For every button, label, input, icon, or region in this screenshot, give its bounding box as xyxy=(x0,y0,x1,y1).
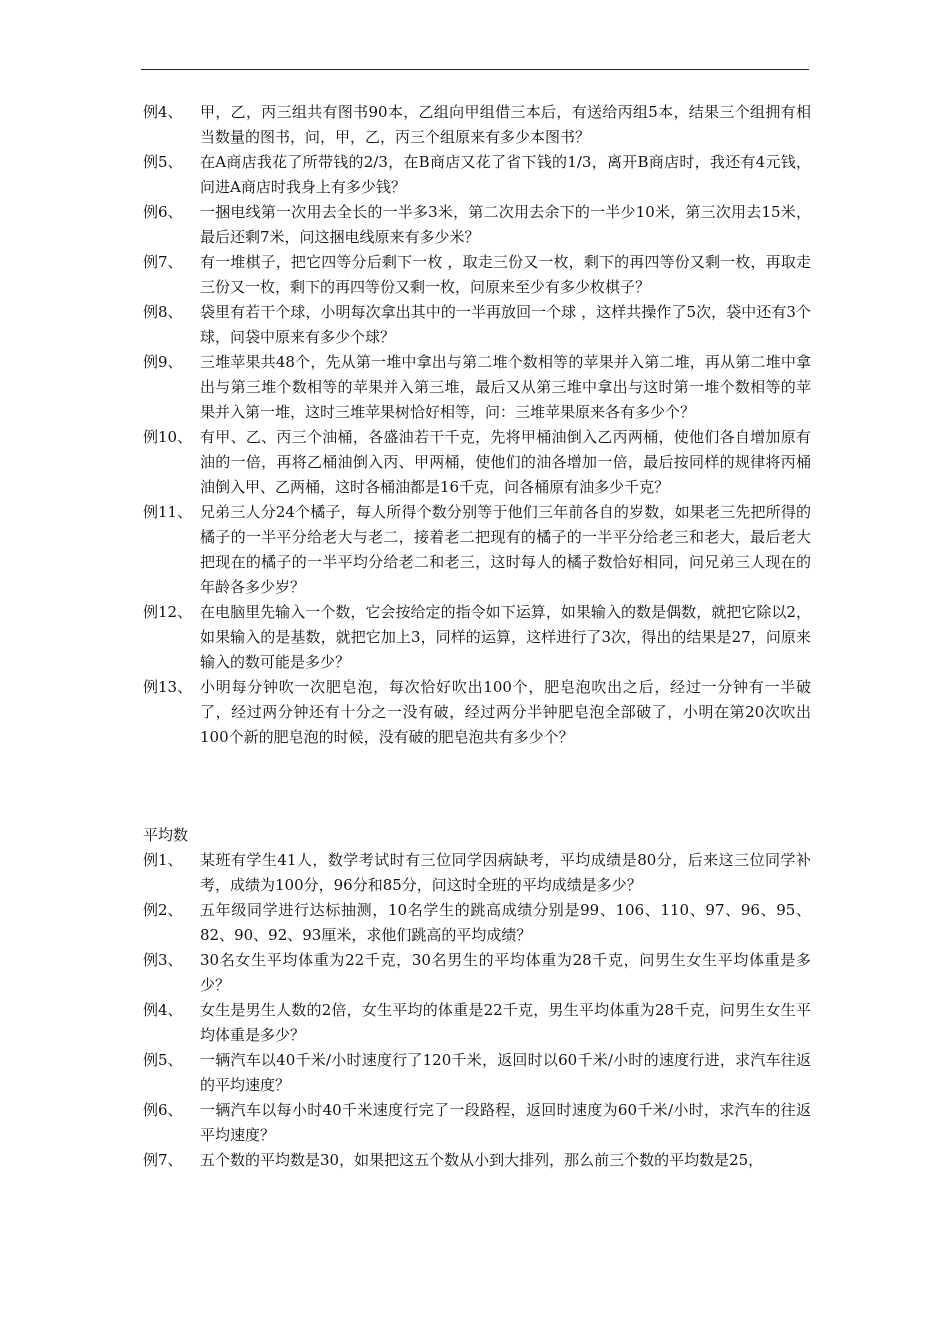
problem-text: 五年级同学进行达标抽测，10名学生的跳高成绩分别是99、106、110、97、96、95、82、90、92、93厘米，求他们跳高的平均成绩？ xyxy=(200,901,811,944)
problem-label: 例6、 xyxy=(143,203,183,221)
problem-label: 例4、 xyxy=(143,1001,183,1019)
problem-label: 例5、 xyxy=(143,1051,183,1069)
problem-label: 例13、 xyxy=(143,678,193,696)
problem-label: 例5、 xyxy=(143,153,183,171)
problem-item xyxy=(143,100,811,150)
problem-item xyxy=(143,1148,811,1173)
problem-label: 例1、 xyxy=(143,851,183,869)
problem-list-part2 xyxy=(143,848,811,1173)
problem-text: 兄弟三人分24个橘子，每人所得个数分别等于他们三年前各自的岁数，如果老三先把所得的橘子的一半平分给老大与老二，接着老二把现有的橘子的一半平分给老三和老大，最后老大把现在的橘子的一半平均分给老二和老三，这时每人的橘子数恰好相同，问兄弟三人现在的年龄各多少岁？ xyxy=(200,503,811,596)
problem-item xyxy=(143,150,811,200)
problem-item xyxy=(143,675,811,750)
problem-item xyxy=(143,1048,811,1098)
problem-text: 有一堆棋子，把它四等分后剩下一枚 ，取走三份又一枚，剩下的再四等份又剩一枚，再取走三份又一枚，剩下的再四等份又剩一枚，问原来至少有多少枚棋子？ xyxy=(200,253,811,296)
problem-list-part1 xyxy=(143,100,811,750)
problem-label: 例6、 xyxy=(143,1101,183,1119)
problem-label: 例12、 xyxy=(143,603,193,621)
problem-item xyxy=(143,200,811,250)
problem-text: 一辆汽车以每小时40千米速度行完了一段路程，返回时速度为60千米/小时，求汽车的往返平均速度？ xyxy=(200,1101,811,1144)
problem-item xyxy=(143,600,811,675)
problem-text: 某班有学生41人，数学考试时有三位同学因病缺考，平均成绩是80分，后来这三位同学补考，成绩为100分，96分和85分，问这时全班的平均成绩是多少？ xyxy=(200,851,811,894)
problem-item xyxy=(143,300,811,350)
problem-item xyxy=(143,425,811,500)
problem-text: 30名女生平均体重为22千克，30名男生的平均体重为28千克，问男生女生平均体重是多少？ xyxy=(200,951,811,994)
problem-label: 例7、 xyxy=(143,1151,183,1169)
problem-text: 一捆电线第一次用去全长的一半多3米，第二次用去余下的一半少10米，第三次用去15米，最后还剩7米，问这捆电线原来有多少米？ xyxy=(200,203,811,246)
document-body xyxy=(143,100,811,1173)
problem-text: 女生是男生人数的2倍，女生平均的体重是22千克，男生平均体重为28千克，问男生女生平均体重是多少？ xyxy=(200,1001,811,1044)
problem-item xyxy=(143,1098,811,1148)
problem-label: 例10、 xyxy=(143,428,193,446)
problem-item xyxy=(143,998,811,1048)
problem-label: 例11、 xyxy=(143,503,193,521)
problem-item xyxy=(143,250,811,300)
problem-label: 例9、 xyxy=(143,353,183,371)
problem-text: 三堆苹果共48个，先从第一堆中拿出与第二堆个数相等的苹果并入第二堆，再从第二堆中拿出与第三堆个数相等的苹果并入第三堆，最后又从第三堆中拿出与这时第一堆个数相等的苹果并入第一堆，这时三堆苹果树恰好相等，问：三堆苹果原来各有多少个？ xyxy=(200,353,811,421)
problem-item xyxy=(143,350,811,425)
problem-label: 例2、 xyxy=(143,901,183,919)
problem-text: 小明每分钟吹一次肥皂泡，每次恰好吹出100个，肥皂泡吹出之后，经过一分钟有一半破了，经过两分钟还有十分之一没有破，经过两分半钟肥皂泡全部破了，小明在第20次吹出100个新的肥皂泡的时候，没有破的肥皂泡共有多少个？ xyxy=(200,678,811,746)
problem-text: 五个数的平均数是30，如果把这五个数从小到大排列，那么前三个数的平均数是25， xyxy=(200,1151,764,1169)
problem-text: 在电脑里先输入一个数，它会按给定的指令如下运算，如果输入的数是偶数，就把它除以2，如果输入的是基数，就把它加上3，同样的运算，这样进行了3次，得出的结果是27，问原来输入的数可能是多少？ xyxy=(200,603,811,671)
problem-item xyxy=(143,500,811,600)
problem-text: 在A商店我花了所带钱的2/3，在B商店又花了省下钱的1/3，离开B商店时，我还有4元钱，问进A商店时我身上有多少钱？ xyxy=(200,153,811,196)
problem-item xyxy=(143,848,811,898)
problem-label: 例8、 xyxy=(143,303,183,321)
problem-label: 例3、 xyxy=(143,951,183,969)
problem-label: 例7、 xyxy=(143,253,183,271)
problem-text: 袋里有若干个球，小明每次拿出其中的一半再放回一个球 ，这样共操作了5次，袋中还有3个球，问袋中原来有多少个球？ xyxy=(200,303,811,346)
problem-text: 甲，乙，丙三组共有图书90本，乙组向甲组借三本后，有送给丙组5本，结果三个组拥有相当数量的图书，问，甲，乙，丙三个组原来有多少本图书？ xyxy=(200,103,811,146)
problem-item xyxy=(143,948,811,998)
header-rule xyxy=(141,69,809,70)
problem-label: 例4、 xyxy=(143,103,183,121)
section-gap xyxy=(143,750,811,823)
problem-item xyxy=(143,898,811,948)
section-heading: 平均数 xyxy=(143,826,189,844)
problem-text: 有甲、乙、丙三个油桶，各盛油若干千克，先将甲桶油倒入乙丙两桶，使他们各自增加原有油的一倍，再将乙桶油倒入丙、甲两桶，使他们的油各增加一倍，最后按同样的规律将丙桶油倒入甲、乙两桶，这时各桶油都是16千克，问各桶原有油多少千克？ xyxy=(200,428,811,496)
problem-text: 一辆汽车以40千米/小时速度行了120千米，返回时以60千米/小时的速度行进，求汽车往返的平均速度？ xyxy=(200,1051,811,1094)
